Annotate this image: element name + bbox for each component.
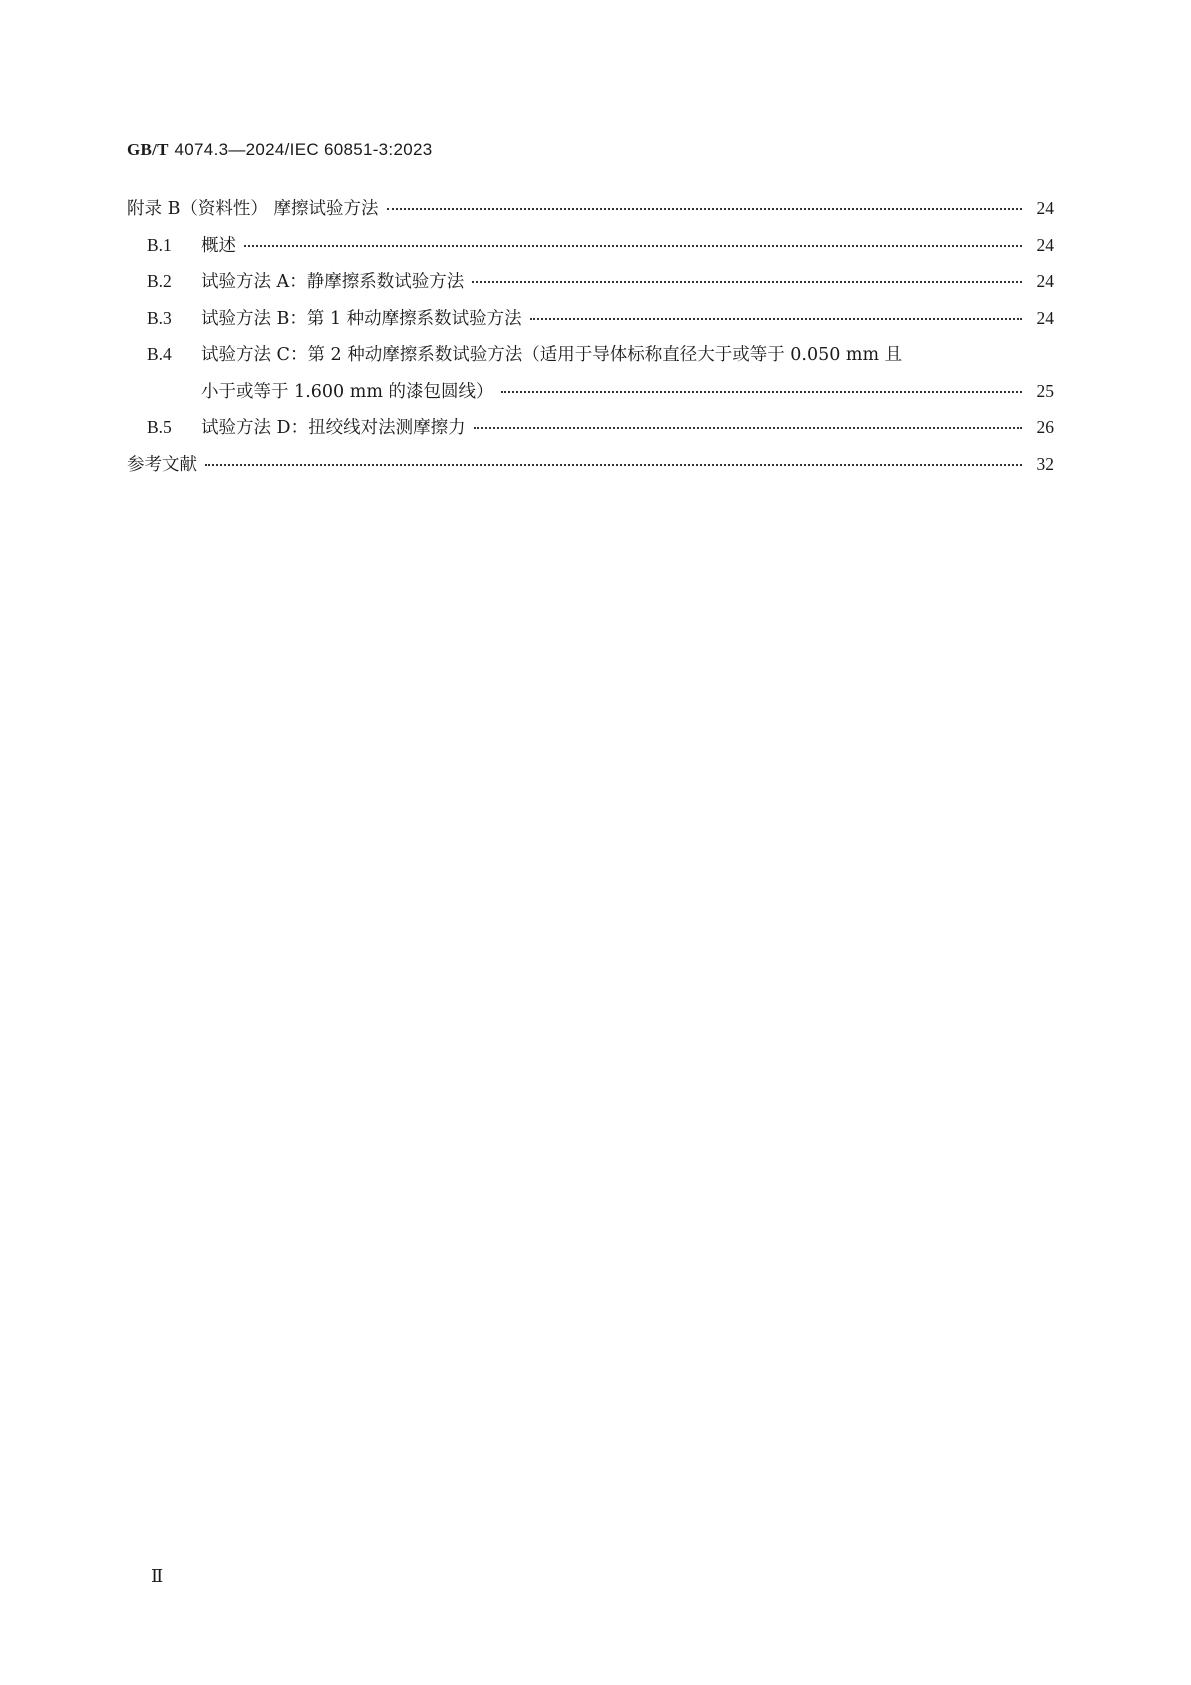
- toc-entry-title: 参考文献: [127, 454, 197, 475]
- toc-entry-page: 32: [1036, 453, 1054, 474]
- toc-entry-title: 附录 B（资料性） 摩擦试验方法: [127, 199, 379, 219]
- document-header: [127, 140, 432, 160]
- toc-entry-line-2: [147, 378, 1054, 415]
- toc-entry-annex-b[interactable]: [127, 195, 1054, 232]
- toc-leader-dots: [205, 452, 1022, 470]
- toc-leader-dots: [472, 270, 1022, 288]
- toc-leader-dots: [244, 233, 1022, 251]
- toc-entry-title: 试验方法 B：第 1 种动摩擦系数试验方法: [201, 308, 522, 329]
- toc-entry-b2[interactable]: [127, 268, 1054, 305]
- toc-entry-b3[interactable]: [127, 305, 1054, 342]
- toc-entry-b4[interactable]: [127, 341, 1054, 414]
- toc-entry-title: 试验方法 C：第 2 种动摩擦系数试验方法（适用于导体标称直径大于或等于 0.050 mm 且: [201, 345, 903, 365]
- table-of-contents: [127, 195, 1054, 487]
- toc-entry-number: B.2: [147, 271, 172, 291]
- toc-entry-page: 24: [1036, 271, 1054, 291]
- toc-entry-line-1: [147, 341, 1054, 378]
- toc-entry-number: B.1: [147, 234, 172, 255]
- toc-leader-dots: [387, 197, 1023, 215]
- toc-leader-dots: [530, 306, 1022, 324]
- toc-entry-title: 概述: [201, 235, 236, 256]
- toc-entry-number: B.4: [147, 344, 172, 364]
- toc-entry-page: 24: [1036, 234, 1054, 255]
- toc-entry-page: 24: [1036, 198, 1054, 218]
- toc-entry-title-continued: 小于或等于 1.600 mm 的漆包圆线）: [201, 381, 494, 402]
- toc-entry-page: 26: [1036, 417, 1054, 437]
- toc-entry-page: 25: [1036, 380, 1054, 401]
- toc-entry-bibliography[interactable]: [127, 451, 1054, 488]
- toc-entry-b5[interactable]: [127, 414, 1054, 451]
- toc-entry-page: 24: [1036, 307, 1054, 328]
- toc-entry-title: 试验方法 D：扭绞线对法测摩擦力: [201, 418, 466, 438]
- toc-entry-number: B.5: [147, 417, 172, 437]
- toc-leader-dots: [474, 416, 1022, 434]
- page-number: Ⅱ: [151, 1566, 164, 1586]
- toc-entry-title: 试验方法 A：静摩擦系数试验方法: [201, 272, 465, 292]
- toc-entry-b1[interactable]: [127, 232, 1054, 269]
- toc-entry-number: B.3: [147, 307, 172, 328]
- toc-leader-dots: [501, 379, 1022, 397]
- standard-number: 4074.3—2024/IEC 60851-3:2023: [174, 140, 433, 159]
- standard-prefix: GB/T: [127, 140, 169, 159]
